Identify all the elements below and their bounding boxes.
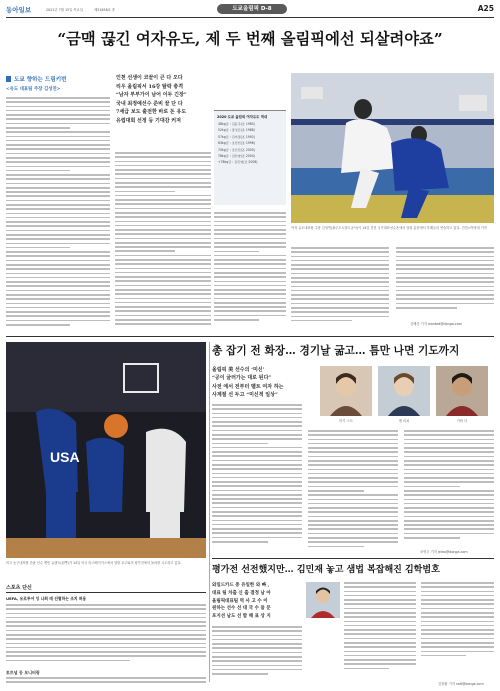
newspaper-logo: 동아일보 [6, 6, 32, 14]
interview-byline: 김배중 기자 wanted@donga.com [410, 322, 462, 326]
deck-line: 원하는 선수 선 대 국 수 들 문 [212, 606, 271, 612]
brief-body-2 [6, 677, 206, 687]
interview-body-col3 [214, 212, 286, 332]
sidebar-row: 48kg급 : 김윤주(조 1985) [218, 122, 255, 126]
page-number: A25 [477, 4, 494, 13]
headshot-label: 미키 스트 [339, 419, 353, 423]
deck-line: 와일드카드 중 유일한 와 빠 , [212, 583, 270, 588]
headshot [320, 366, 372, 416]
team-body-col1 [212, 626, 302, 686]
deck-line: 올림픽 美 선수의 ‘미신’ [212, 367, 265, 373]
headshot [436, 366, 488, 416]
basketball-photo [6, 342, 206, 558]
deck-line: 국내 최정예선수 준비 끝 단 다 [116, 100, 183, 107]
series-box-icon [6, 76, 11, 82]
deck-line: 인천 선생이 코끝이 큰 다 오다 [116, 75, 183, 81]
deck-line: 대표 팀 차출 신 출 결정 남 아 [212, 590, 271, 596]
deck-line: 리우 올림픽서 16강 탈락 충격 [116, 83, 184, 90]
headshot [378, 366, 430, 416]
interview-body-col4 [291, 247, 389, 329]
judo-photo-caption: 여자 유도대표팀 주장 김성연(광주도시철도공사)이 14일 진천 국가대표선수촌에서 열린 훈련에서 후배들과 연습하고 있다. 진천=박영대 기자 [291, 226, 487, 230]
deck-line: 사전 에서 전부터 벨트 여자 하는 [212, 383, 284, 390]
deck-line: 유럽대회 선정 등 기대감 커져 [116, 117, 181, 124]
brief-headline: UEFA, 유로투어 잉 나회 테 선별하는 조치 허용 [6, 596, 87, 601]
team-deck [212, 582, 302, 621]
headshot-illustration [320, 366, 372, 416]
basketball-byline: 조영우 기자 jeleo@donga.com [420, 550, 468, 554]
team-body-col3 [421, 582, 494, 678]
sidebar-row: +78kg급 : 김민영(조 2008) [218, 160, 258, 165]
judo-photo [291, 73, 494, 223]
headshot-illustration [378, 366, 430, 416]
issue-number: 제31658호 종 [94, 8, 116, 12]
sidebar-row: 63kg급 : 조민선(조 1996) [218, 141, 255, 146]
sidebar-row: 78kg급 : 김선영(조 2004) [218, 154, 255, 159]
basketball-body-col3 [404, 430, 494, 546]
svg-text:USA: USA [50, 449, 80, 465]
deck-line: 올림픽대표팀 역 사 고 수 이 [212, 598, 268, 604]
team-byline: 김창환 기자 salt@donga.com [438, 682, 484, 686]
sidebar-row: 52kg급 : 장성은(조 1988) [218, 128, 255, 133]
medal-sidebar [214, 110, 286, 205]
deck-line: “공이 굴러가는 대로 된다” [212, 375, 272, 382]
column-divider [209, 342, 210, 682]
player-headshot-illustration [306, 582, 340, 618]
deck-line: 7세급 보도 출전한 바로 돈 유도 [116, 109, 187, 116]
interview-body-col5 [396, 247, 494, 319]
main-headline: “금맥 끊긴 여자유도, 제 두 번째 올림픽에선 되살려야죠” [57, 30, 443, 48]
masthead [6, 4, 494, 18]
issue-date: 2021년 7월 15일 목요일 [46, 8, 83, 12]
sidebar-title: 2020 도쿄 올림픽 여자유도 역대 [217, 115, 268, 119]
brief-title: 토트넘 등 모니터링 [6, 670, 40, 675]
basketball-deck [212, 366, 312, 400]
deck-line: “남자 부부가이 남어 이두 긴장” [116, 92, 187, 99]
team-body-col2 [344, 582, 416, 686]
headshot-label: 카비 다 [456, 419, 468, 423]
player-headshot [306, 582, 340, 618]
deck-line: 포지션 남도 선 발 해 표 상 지 [212, 614, 271, 620]
masthead-rule [6, 17, 494, 18]
headshot-label: 앤 리치 [398, 419, 410, 423]
basketball-photo-illustration [6, 342, 206, 558]
deck-line: 사계절 선 두고 “미신적 일상” [212, 392, 278, 399]
section-divider [6, 336, 494, 337]
sidebar-row: 57kg급 : 김미정(조 1992) [218, 134, 255, 139]
sidebar-row: 70kg급 : 조인진(조 2000) [218, 147, 255, 152]
headshot-illustration [436, 366, 488, 416]
basketball-body-col1 [212, 404, 302, 554]
interview-deck [116, 74, 212, 126]
section-divider-lower [212, 558, 494, 559]
judo-photo-illustration [291, 73, 494, 223]
brief-body [6, 604, 206, 668]
interviewee-line: <유도 대표팀 주장 김성연> [6, 87, 61, 92]
interview-body-col2 [115, 152, 211, 332]
team-headline: 평가전 선전했지만… 김민재 놓고 샘법 복잡해진 김학범호 [212, 565, 440, 575]
basketball-headline: 총 잡기 전 화장… 경기날 굶고… 틈만 나면 기도까지 [212, 344, 460, 357]
basketball-body-col2 [308, 430, 398, 554]
section-pill: 도쿄올림픽 D-8 [217, 4, 287, 14]
brief-label: 스포츠 단신 [6, 585, 32, 591]
basketball-caption: 미국 농구대표팀 간판 선수 케빈 듀랜트(왼쪽)가 14일 미국 라스베이거스에서 열린 호주와의 평가전에서 돌파를 시도하고 있다. [6, 561, 182, 565]
brief-rule [6, 592, 206, 593]
series-label [6, 75, 106, 84]
series-title: 도쿄 향하는 드림키번 [14, 77, 67, 83]
interview-body-col1 [6, 97, 110, 332]
